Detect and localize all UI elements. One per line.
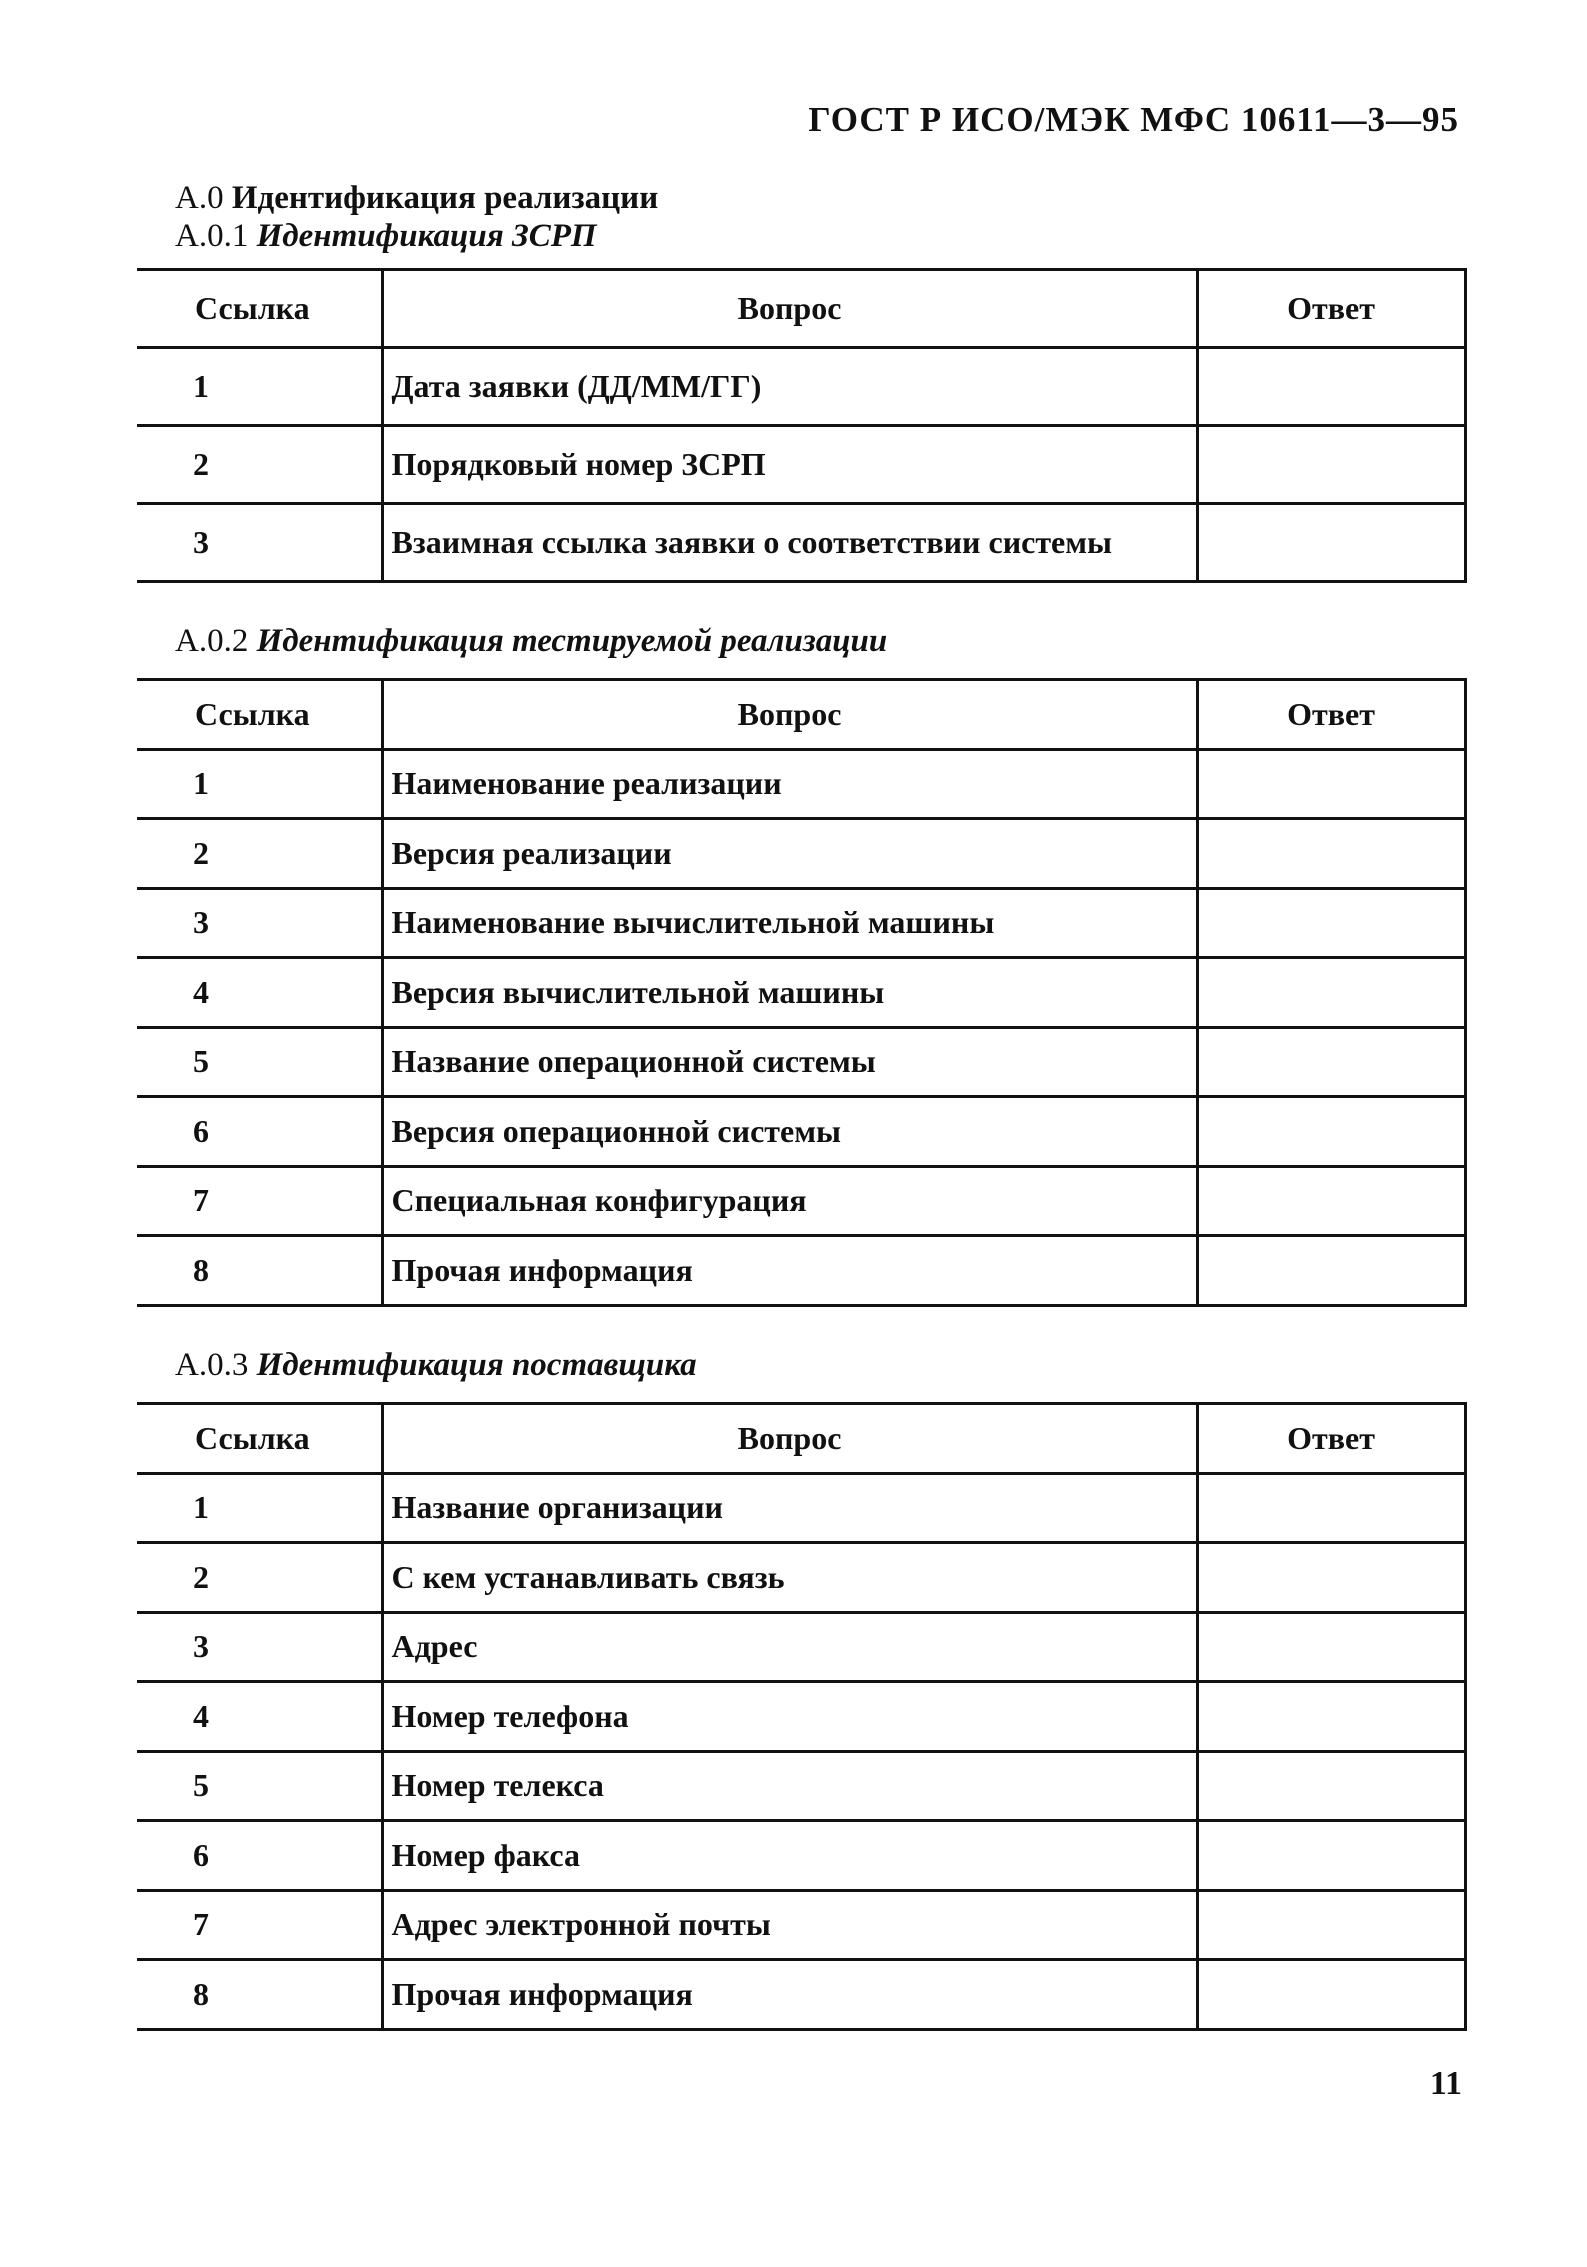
page-number: 11 — [1429, 2065, 1462, 2102]
questionnaire-table-implementation — [137, 678, 1467, 1307]
answer-cell[interactable] — [1197, 426, 1465, 504]
answer-cell[interactable] — [1197, 1236, 1465, 1306]
answer-cell[interactable] — [1197, 1751, 1465, 1821]
ref-cell: 2 — [137, 1543, 382, 1613]
answer-cell[interactable] — [1197, 1890, 1465, 1960]
column-header-ref: Ссылка — [137, 270, 382, 348]
ref-cell: 7 — [137, 1166, 382, 1236]
answer-cell[interactable] — [1197, 888, 1465, 958]
table-row — [137, 504, 1465, 582]
question-cell: Номер телефона — [382, 1682, 1197, 1752]
question-cell: Специальная конфигурация — [382, 1166, 1197, 1236]
ref-cell: 5 — [137, 1751, 382, 1821]
subsection-title: Идентификация тестируемой реализации — [256, 623, 888, 659]
table-row — [137, 819, 1465, 889]
answer-cell[interactable] — [1197, 958, 1465, 1028]
question-cell: Дата заявки (ДД/ММ/ГГ) — [382, 348, 1197, 426]
question-cell: Порядковый номер ЗСРП — [382, 426, 1197, 504]
answer-cell[interactable] — [1197, 1097, 1465, 1167]
question-cell: Номер факса — [382, 1821, 1197, 1891]
ref-cell: 5 — [137, 1027, 382, 1097]
question-cell: Версия вычислительной машины — [382, 958, 1197, 1028]
column-header-answer: Ответ — [1197, 1404, 1465, 1474]
answer-cell[interactable] — [1197, 1473, 1465, 1543]
ref-cell: 6 — [137, 1097, 382, 1167]
question-cell: Номер телекса — [382, 1751, 1197, 1821]
column-header-ref: Ссылка — [137, 1404, 382, 1474]
answer-cell[interactable] — [1197, 1960, 1465, 2030]
answer-cell[interactable] — [1197, 1821, 1465, 1891]
ref-cell: 1 — [137, 1473, 382, 1543]
table-row — [137, 426, 1465, 504]
ref-cell: 4 — [137, 958, 382, 1028]
ref-cell: 8 — [137, 1236, 382, 1306]
ref-cell: 1 — [137, 348, 382, 426]
table-row — [137, 1473, 1465, 1543]
table-header-row — [137, 680, 1465, 750]
column-header-answer: Ответ — [1197, 270, 1465, 348]
question-cell: Версия реализации — [382, 819, 1197, 889]
table-row — [137, 1236, 1465, 1306]
ref-cell: 2 — [137, 819, 382, 889]
table-row — [137, 888, 1465, 958]
question-cell: Адрес электронной почты — [382, 1890, 1197, 1960]
table-row — [137, 1166, 1465, 1236]
subsection-number: А.0.3 — [175, 1347, 249, 1383]
question-cell: Наименование реализации — [382, 749, 1197, 819]
table-row — [137, 1821, 1465, 1891]
table-header-row — [137, 270, 1465, 348]
subsection-number: А.0.2 — [175, 623, 249, 659]
table-row — [137, 1890, 1465, 1960]
ref-cell: 3 — [137, 504, 382, 582]
answer-cell[interactable] — [1197, 1027, 1465, 1097]
table-row — [137, 348, 1465, 426]
table-row — [137, 1751, 1465, 1821]
subsection-heading-2 — [175, 623, 887, 660]
table-row — [137, 749, 1465, 819]
question-cell: Название организации — [382, 1473, 1197, 1543]
question-cell: Прочая информация — [382, 1236, 1197, 1306]
ref-cell: 4 — [137, 1682, 382, 1752]
table-row — [137, 1960, 1465, 2030]
subsection-heading-1 — [175, 218, 597, 255]
question-cell: Версия операционной системы — [382, 1097, 1197, 1167]
column-header-ref: Ссылка — [137, 680, 382, 750]
answer-cell[interactable] — [1197, 1682, 1465, 1752]
column-header-question: Вопрос — [382, 270, 1197, 348]
questionnaire-table-zsrp — [137, 268, 1467, 583]
question-cell: Прочая информация — [382, 1960, 1197, 2030]
answer-cell[interactable] — [1197, 504, 1465, 582]
table-row — [137, 958, 1465, 1028]
section-title: Идентификация реализации — [231, 180, 659, 216]
subsection-heading-3 — [175, 1347, 697, 1384]
subsection-number: А.0.1 — [175, 218, 249, 254]
table-row — [137, 1612, 1465, 1682]
question-cell: С кем устанавливать связь — [382, 1543, 1197, 1613]
answer-cell[interactable] — [1197, 1166, 1465, 1236]
answer-cell[interactable] — [1197, 1543, 1465, 1613]
section-number: А.0 — [175, 180, 224, 216]
answer-cell[interactable] — [1197, 348, 1465, 426]
column-header-question: Вопрос — [382, 680, 1197, 750]
question-cell: Взаимная ссылка заявки о соответствии системы — [382, 504, 1197, 582]
table-row — [137, 1682, 1465, 1752]
section-heading — [175, 180, 658, 217]
ref-cell: 2 — [137, 426, 382, 504]
ref-cell: 1 — [137, 749, 382, 819]
document-code: ГОСТ Р ИСО/МЭК МФС 10611—3—95 — [808, 100, 1459, 139]
question-cell: Название операционной системы — [382, 1027, 1197, 1097]
column-header-answer: Ответ — [1197, 680, 1465, 750]
ref-cell: 8 — [137, 1960, 382, 2030]
answer-cell[interactable] — [1197, 749, 1465, 819]
subsection-title: Идентификация ЗСРП — [256, 218, 597, 254]
table-row — [137, 1027, 1465, 1097]
ref-cell: 3 — [137, 888, 382, 958]
subsection-title: Идентификация поставщика — [256, 1347, 697, 1383]
answer-cell[interactable] — [1197, 819, 1465, 889]
table-row — [137, 1543, 1465, 1613]
table-header-row — [137, 1404, 1465, 1474]
ref-cell: 6 — [137, 1821, 382, 1891]
question-cell: Наименование вычислительной машины — [382, 888, 1197, 958]
questionnaire-table-supplier — [137, 1402, 1467, 2031]
ref-cell: 3 — [137, 1612, 382, 1682]
table-row — [137, 1097, 1465, 1167]
ref-cell: 7 — [137, 1890, 382, 1960]
answer-cell[interactable] — [1197, 1612, 1465, 1682]
column-header-question: Вопрос — [382, 1404, 1197, 1474]
question-cell: Адрес — [382, 1612, 1197, 1682]
